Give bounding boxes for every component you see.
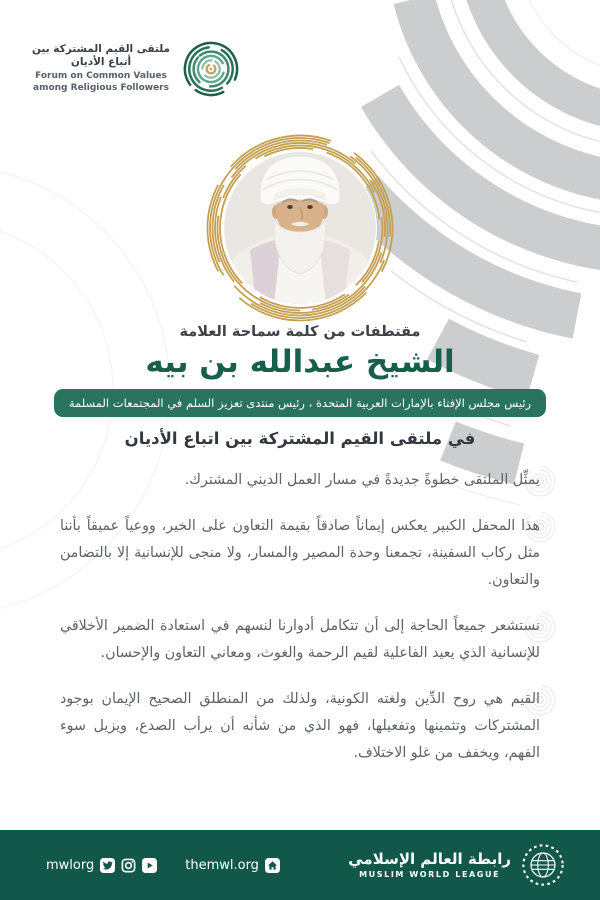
quote-paragraph: نستشعر جميعاً الحاجة إلى أن تتكامل أدوارنا لنسهم في استعادة الضمير الأخلاقي للإنسانية الذي يعيد الفاعلية لقيم الرحمة والغوث، ومعاني التعاون والإحسان. [60, 613, 540, 667]
forum-logo-icon [182, 40, 240, 98]
quote-paragraph: هذا المحفل الكبير يعكس إيماناً صادقاً بقيمة التعاون على الخير، ووعياً عميقاً بأننا مثل ركاب السفينة، تجمعنا وحدة المصير والمسار، ولا منجى للإنسانية إلا بالتضامن والتعاون. [60, 513, 540, 594]
paragraph-ornament-icon [522, 463, 558, 499]
quotes-section [60, 467, 540, 786]
mwl-name-english: MUSLIM WORLD LEAGUE [359, 870, 501, 880]
quote-paragraph: القيم هي روح الدِّين ولغته الكونية، ولذلك من المنطلق الصحيح الإيمان بوجود المشتركات وتثمينها وتفعيلها، فهو الذي من شأنه أن يرأب الصدع، ويزيل سوء الفهم، ويخفف من غلو الاختلاف. [60, 686, 540, 767]
forum-name-english: Forum on Common Values among Religious Followers [33, 71, 169, 94]
instagram-icon [121, 858, 136, 873]
paragraph-ornament-icon [522, 509, 558, 545]
speaker-titles-badge: رئيس مجلس الإفتاء بالإمارات العربية المتحدة ، رئيس منتدى تعزيز السلم في المجتمعات المسلمة [54, 389, 546, 417]
mwl-name-arabic: رابطة العالم الإسلامي [348, 849, 511, 868]
mwl-emblem-icon [520, 842, 566, 888]
eyebrow-text: مقتطفات من كلمة سماحة العلامة [179, 324, 421, 340]
website-text: themwl.org [185, 857, 259, 873]
speaker-name-title: الشيخ عبدالله بن بيه [145, 344, 455, 380]
speaker-portrait-block [202, 130, 398, 326]
mwl-logo [348, 842, 566, 888]
portrait-photo [202, 130, 398, 326]
paragraph-ornament-icon [522, 682, 558, 718]
forum-name-arabic: ملتقى القيم المشتركة بين أتباع الأديان [31, 43, 171, 68]
footer-bar [0, 830, 600, 900]
paragraph-ornament-icon [522, 609, 558, 645]
quote-paragraph: يمثِّل الملتقى خطوةً جديدةً في مسار العمل الديني المشترك. [60, 467, 540, 494]
forum-brand [28, 40, 240, 98]
social-handle-text: mwlorg [46, 857, 95, 873]
twitter-icon [100, 858, 115, 873]
home-icon [265, 858, 280, 873]
youtube-icon [142, 858, 157, 873]
event-title: في ملتقى القيم المشتركة بين اتباع الأديان [124, 429, 476, 448]
footer-links [46, 858, 280, 873]
